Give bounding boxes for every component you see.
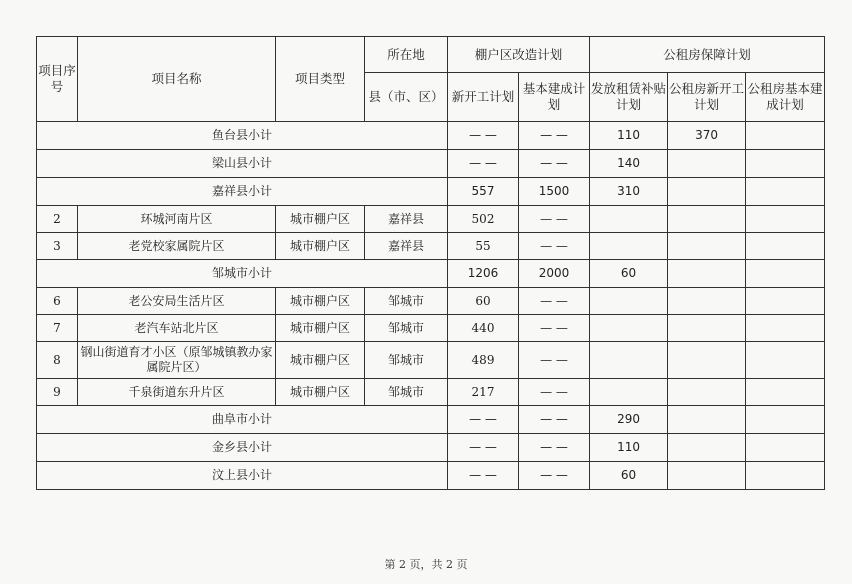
cell-shack-new: — —: [448, 150, 519, 178]
row-name: 老汽车站北片区: [78, 315, 276, 342]
cell-rent-new: [668, 150, 746, 178]
cell-shack-new: — —: [448, 122, 519, 150]
cell-shack-basic: 2000: [519, 260, 590, 288]
row-name: 钢山街道育才小区（原邹城镇教办家属院片区）: [78, 342, 276, 379]
table-body: [37, 122, 825, 490]
cell-rent-subsidy: [590, 342, 668, 379]
row-type: 城市棚户区: [276, 315, 365, 342]
header-rent-new: 公租房新开工计划: [668, 73, 746, 122]
subtotal-row: [37, 406, 825, 434]
cell-shack-basic: — —: [519, 434, 590, 462]
cell-rent-basic: [746, 434, 825, 462]
cell-rent-basic: [746, 379, 825, 406]
cell-shack-basic: — —: [519, 122, 590, 150]
row-name: 老党校家属院片区: [78, 233, 276, 260]
row-type: 城市棚户区: [276, 342, 365, 379]
cell-shack-basic: — —: [519, 288, 590, 315]
subtotal-row: [37, 178, 825, 206]
row-name: 千泉街道东升片区: [78, 379, 276, 406]
row-seq: 2: [37, 206, 78, 233]
cell-rent-subsidy: [590, 315, 668, 342]
row-location: 邹城市: [365, 288, 448, 315]
cell-rent-subsidy: 140: [590, 150, 668, 178]
table-row: [37, 206, 825, 233]
cell-rent-basic: [746, 122, 825, 150]
cell-rent-subsidy: [590, 379, 668, 406]
cell-rent-new: 370: [668, 122, 746, 150]
cell-rent-new: [668, 462, 746, 490]
table-row: [37, 342, 825, 379]
cell-rent-new: [668, 406, 746, 434]
table-row: [37, 233, 825, 260]
housing-plan-table: [36, 36, 825, 490]
row-location: 邹城市: [365, 342, 448, 379]
cell-rent-basic: [746, 342, 825, 379]
cell-shack-new: 440: [448, 315, 519, 342]
cell-rent-new: [668, 342, 746, 379]
cell-rent-subsidy: 290: [590, 406, 668, 434]
cell-shack-new: 489: [448, 342, 519, 379]
cell-shack-basic: — —: [519, 379, 590, 406]
cell-rent-basic: [746, 178, 825, 206]
header-group-shack: 棚户区改造计划: [448, 37, 590, 73]
cell-shack-basic: — —: [519, 342, 590, 379]
cell-shack-new: — —: [448, 434, 519, 462]
cell-rent-basic: [746, 406, 825, 434]
table-row: [37, 315, 825, 342]
header-seq: 项目序号: [37, 37, 78, 122]
cell-shack-new: 217: [448, 379, 519, 406]
subtotal-label: 汶上县小计: [37, 462, 448, 490]
cell-rent-subsidy: 110: [590, 122, 668, 150]
cell-rent-new: [668, 260, 746, 288]
header-location-sub: 县（市、区）: [365, 73, 448, 122]
row-seq: 7: [37, 315, 78, 342]
cell-rent-new: [668, 233, 746, 260]
cell-rent-basic: [746, 150, 825, 178]
cell-shack-new: — —: [448, 406, 519, 434]
cell-rent-basic: [746, 462, 825, 490]
table-row: [37, 288, 825, 315]
cell-rent-new: [668, 178, 746, 206]
cell-shack-new: 55: [448, 233, 519, 260]
row-type: 城市棚户区: [276, 288, 365, 315]
header-rent-basic: 公租房基本建成计划: [746, 73, 825, 122]
subtotal-row: [37, 260, 825, 288]
header-shack-basic: 基本建成计划: [519, 73, 590, 122]
cell-rent-basic: [746, 233, 825, 260]
subtotal-label: 梁山县小计: [37, 150, 448, 178]
row-location: 嘉祥县: [365, 206, 448, 233]
cell-shack-basic: — —: [519, 406, 590, 434]
cell-rent-subsidy: 60: [590, 462, 668, 490]
cell-rent-new: [668, 379, 746, 406]
cell-rent-basic: [746, 206, 825, 233]
cell-shack-basic: — —: [519, 462, 590, 490]
cell-shack-basic: — —: [519, 150, 590, 178]
cell-shack-basic: — —: [519, 233, 590, 260]
cell-shack-new: 557: [448, 178, 519, 206]
cell-rent-new: [668, 315, 746, 342]
row-location: 邹城市: [365, 315, 448, 342]
cell-rent-subsidy: [590, 206, 668, 233]
header-rent-subsidy: 发放租赁补贴计划: [590, 73, 668, 122]
page-footer: 第 2 页，共 2 页: [384, 558, 468, 571]
cell-rent-new: [668, 434, 746, 462]
row-seq: 6: [37, 288, 78, 315]
cell-rent-new: [668, 288, 746, 315]
cell-shack-basic: 1500: [519, 178, 590, 206]
subtotal-label: 邹城市小计: [37, 260, 448, 288]
row-name: 环城河南片区: [78, 206, 276, 233]
row-seq: 3: [37, 233, 78, 260]
cell-rent-subsidy: 110: [590, 434, 668, 462]
row-type: 城市棚户区: [276, 233, 365, 260]
cell-rent-subsidy: [590, 288, 668, 315]
subtotal-label: 曲阜市小计: [37, 406, 448, 434]
cell-shack-new: 1206: [448, 260, 519, 288]
cell-rent-subsidy: 60: [590, 260, 668, 288]
cell-rent-subsidy: 310: [590, 178, 668, 206]
cell-shack-new: — —: [448, 462, 519, 490]
row-location: 嘉祥县: [365, 233, 448, 260]
subtotal-row: [37, 462, 825, 490]
header-shack-new: 新开工计划: [448, 73, 519, 122]
cell-rent-new: [668, 206, 746, 233]
cell-rent-basic: [746, 260, 825, 288]
cell-rent-basic: [746, 288, 825, 315]
row-name: 老公安局生活片区: [78, 288, 276, 315]
row-seq: 9: [37, 379, 78, 406]
cell-rent-basic: [746, 315, 825, 342]
table-row: [37, 379, 825, 406]
header-name: 项目名称: [78, 37, 276, 122]
header-type: 项目类型: [276, 37, 365, 122]
cell-shack-new: 60: [448, 288, 519, 315]
subtotal-row: [37, 150, 825, 178]
subtotal-label: 金乡县小计: [37, 434, 448, 462]
cell-shack-basic: — —: [519, 315, 590, 342]
cell-shack-basic: — —: [519, 206, 590, 233]
header-group-rent: 公租房保障计划: [590, 37, 825, 73]
row-type: 城市棚户区: [276, 206, 365, 233]
row-type: 城市棚户区: [276, 379, 365, 406]
subtotal-row: [37, 434, 825, 462]
subtotal-label: 鱼台县小计: [37, 122, 448, 150]
cell-shack-new: 502: [448, 206, 519, 233]
row-seq: 8: [37, 342, 78, 379]
cell-rent-subsidy: [590, 233, 668, 260]
row-location: 邹城市: [365, 379, 448, 406]
header-location: 所在地: [365, 37, 448, 73]
subtotal-label: 嘉祥县小计: [37, 178, 448, 206]
subtotal-row: [37, 122, 825, 150]
